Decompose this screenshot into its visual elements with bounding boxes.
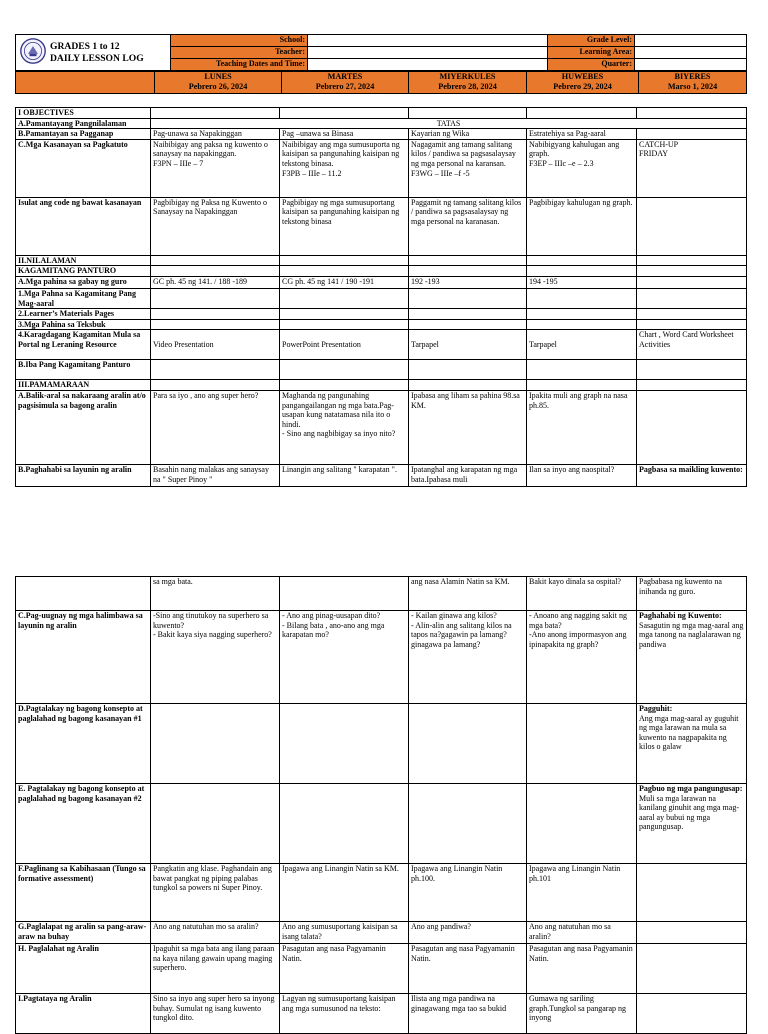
paglalapat-cell: Ano ang pandiwa? (409, 922, 527, 944)
pagganap-cell: Kayarian ng Wika (409, 129, 527, 140)
empty-cell (637, 380, 747, 391)
empty-cell (527, 380, 637, 391)
pagguhit-text: Ang mga mag-aaral ay guguhit ng mga larawan na mula sa kuwento na nagpapakita ng kilos o galaw (639, 713, 739, 752)
day-miyerkules (409, 72, 527, 94)
row-label-paglalahat: H. Paglalahat ng Aralin (16, 944, 151, 994)
day-date: Pebrero 27, 2024 (315, 82, 375, 91)
quarter-value (635, 59, 747, 71)
pagtataya-cell (637, 994, 747, 1034)
row-label-mag-aaral: 1.Mga Pahna sa Kagamitang Pang Mag-aaral (16, 288, 151, 308)
code-cell: Paggamit ng tamang salitang kilos / pandiwa sa pagsasalaysay ng mga personal na karanasan. (409, 197, 527, 255)
row-label-pagtalakay-1: D.Pagtalakay ng bagong konsepto at paglalahad ng bagong kasanayan #1 (16, 704, 151, 784)
day-date: Pebrero 28, 2024 (438, 82, 497, 91)
row-label-paglalapat: G.Paglalapat ng aralin sa pang-araw-araw na buhay (16, 922, 151, 944)
continued-cell: Pagbabasa ng kuwento na inihanda ng guro. (637, 577, 747, 611)
row-label-learners: 2.Learner’s Materials Pages (16, 309, 151, 320)
day-martes (282, 72, 409, 94)
pag-uugnay-cell: -Sino ang tinutukoy na superhero sa kuwento? - Bakit kaya siya nagging superhero? (151, 611, 280, 704)
empty-cell (527, 784, 637, 864)
empty-cell (409, 108, 527, 119)
quarter-label: Quarter: (548, 59, 635, 71)
empty-cell (151, 704, 280, 784)
paghahabi-cell: Basahin nang malakas ang sanaysay na " Super Pinoy " (151, 464, 280, 486)
teaching-dates-label: Teaching Dates and Time: (171, 59, 308, 71)
row-label-pag-uugnay: C.Pag-uugnay ng mga halimbawa sa layunin ng aralin (16, 611, 151, 704)
code-cell (637, 197, 747, 255)
row-label-balik-aral: A.Balik-aral sa nakaraang aralin at/o pagsisimula sa bagong aralin (16, 390, 151, 464)
kasanayan-cell: Nabibigyang kahulugan ang graph. F3EP – IIIc –e – 2.3 (527, 139, 637, 197)
empty-cell (409, 380, 527, 391)
row-label-kasanayan: C.Mga Kasanayan sa Pagkatuto (16, 139, 151, 197)
learning-area-value (635, 47, 747, 59)
header-block (15, 34, 746, 94)
empty-cell (16, 577, 151, 611)
pag-uugnay-cell: - Anoano ang nagging sakit ng mga bata? -Ano anong impormasyon ang ipinapakita ng graph? (527, 611, 637, 704)
paglalahat-cell: Pasagutan ang nasa Pagyamanin Natin. (409, 944, 527, 994)
empty-cell (409, 319, 527, 330)
pagtataya-cell: Gumawa ng sariling graph.Tungkol sa pangarap ng inyong (527, 994, 637, 1034)
empty-cell (151, 360, 280, 380)
empty-cell (280, 704, 409, 784)
row-label-iba-pang: B.Iba Pang Kagamitang Panturo (16, 360, 151, 380)
empty-cell (527, 288, 637, 308)
day-name: MARTES (327, 72, 363, 81)
paglalahat-cell: Ipaguhit sa mga bata ang ilang paraan na kaya nilang gawain upang maging superhero. (151, 944, 280, 994)
code-cell: Pagbibigay kahulugan ng graph. (527, 197, 637, 255)
paglalapat-cell: Ano ang sumusuportang kaisipan sa isang talata? (280, 922, 409, 944)
empty-cell (151, 380, 280, 391)
gabay-cell: GC ph. 45 ng 141. / 188 -189 (151, 276, 280, 288)
learning-area-label: Learning Area: (548, 47, 635, 59)
paglalapat-cell (637, 922, 747, 944)
empty-cell (280, 360, 409, 380)
row-label-karagdagang: 4.Karagdagang Kagamitan Mula sa Portal ng Leraning Resource (16, 330, 151, 360)
empty-cell (409, 784, 527, 864)
days-corner (16, 72, 155, 94)
karagdagang-cell: Video Presentation (151, 330, 280, 360)
day-lunes (155, 72, 282, 94)
dll-title-cell (16, 35, 171, 71)
kagamitang-heading: KAGAMITANG PANTURO (16, 266, 151, 277)
school-label: School: (171, 35, 308, 47)
empty-cell (409, 266, 527, 277)
teacher-label: Teacher: (171, 47, 308, 59)
paglalahat-cell: Pasagutan ang nasa Pagyamanin Natin. (280, 944, 409, 994)
empty-cell (151, 319, 280, 330)
school-value (308, 35, 548, 47)
karagdagang-cell: PowerPoint Presentation (280, 330, 409, 360)
gabay-cell: 194 -195 (527, 276, 637, 288)
empty-cell (527, 108, 637, 119)
pagganap-cell: Pag –unawa sa Binasa (280, 129, 409, 140)
empty-cell (637, 108, 747, 119)
empty-cell (280, 380, 409, 391)
empty-cell (280, 255, 409, 266)
pagganap-cell: Pag-unawa sa Napakinggan (151, 129, 280, 140)
pagtalakay-1-cell (637, 704, 747, 784)
kasanayan-cell: Naibibigay ang paksa ng kuwento o sanaysay na napakinggan. F3PN – IIIe – 7 (151, 139, 280, 197)
paghahabi-cell: Linangin ang salitang " karapatan ". (280, 464, 409, 486)
lesson-table-1 (15, 107, 747, 487)
pagguhit-heading: Pagguhit: (639, 704, 673, 713)
day-date: Marso 1, 2024 (667, 82, 718, 91)
continued-cell: ang nasa Alamin Natin sa KM. (409, 577, 527, 611)
empty-cell (151, 266, 280, 277)
pagganap-cell (637, 129, 747, 140)
dll-title-line1: GRADES 1 to 12 (50, 41, 120, 52)
paglinang-cell: Ipagawa ang Linangin Natin ph.100. (409, 864, 527, 922)
empty-cell (637, 255, 747, 266)
pag-uugnay-bold-cell (637, 611, 747, 704)
pagganap-cell: Estratehiya sa Pag-aaral (527, 129, 637, 140)
empty-cell (409, 288, 527, 308)
grade-level-label: Grade Level: (548, 35, 635, 47)
pagbuo-heading: Pagbuo ng mga pangungusap: (639, 784, 743, 793)
empty-cell (527, 309, 637, 320)
row-label-pagganap: B.Pamantayan sa Pagganap (16, 129, 151, 140)
balik-aral-cell: Para sa iyo , ano ang super hero? (151, 390, 280, 464)
balik-aral-cell (637, 390, 747, 464)
gabay-cell (637, 276, 747, 288)
kasanayan-cell: Nagagamit ang tamang salitang kilos / pandiwa sa pagsasalaysay ng mga personal na karansan. F3WG – IIIe –f -5 (409, 139, 527, 197)
day-name: HUWEBES (561, 72, 604, 81)
pag-uugnay-cell: - Kailan ginawa ang kilos? - Alin-alin ang salitang kilos na tapos na?gagawin pa lamang?ginagawa pa lamang? (409, 611, 527, 704)
empty-cell (527, 704, 637, 784)
lesson-table-2 (15, 576, 747, 1034)
paghahabi-cell: Ipatanghal ang karapatan ng mga bata.Ipabasa muli (409, 464, 527, 486)
empty-cell (151, 108, 280, 119)
code-cell: Pagbibigay ng Paksa ng Kuwento o Sanaysay na Napakinggan (151, 197, 280, 255)
balik-aral-cell: Ipabasa ang liham sa pahina 98.sa KM. (409, 390, 527, 464)
balik-aral-cell: Maghanda ng pangunahing pangangailangan ng mga bata.Pag-usapan kung natatamasa nila ito o hindi. - Sino ang nagbibigay sa inyo nito? (280, 390, 409, 464)
lesson-table-page2 (15, 576, 746, 1034)
empty-cell (527, 319, 637, 330)
day-date: Pebrero 26, 2024 (188, 82, 248, 91)
row-label-teksbuk: 3.Mga Pahina sa Teksbuk (16, 319, 151, 330)
paglalahat-cell (637, 944, 747, 994)
pagtalakay-2-cell (637, 784, 747, 864)
grade-level-value (635, 35, 747, 47)
row-label-code: Isulat ang code ng bawat kasanayan (16, 197, 151, 255)
empty-cell (280, 108, 409, 119)
pamamaraan-heading: III.PAMAMARAAN (16, 380, 151, 391)
karagdagang-cell: Chart , Word Card Worksheet Activities (637, 330, 747, 360)
day-name: MIYERKULES (439, 72, 496, 81)
paglalahat-cell: Pasagutan ang nasa Pagyamanin Natin. (527, 944, 637, 994)
paghahabi-bold-cell: Pagbasa sa maikling kuwento: (637, 464, 747, 486)
kasanayan-cell: CATCH-UP FRIDAY (637, 139, 747, 197)
empty-cell (151, 309, 280, 320)
continued-cell: Bakit kayo dinala sa ospital? (527, 577, 637, 611)
empty-cell (527, 266, 637, 277)
day-name: LUNES (204, 72, 232, 81)
empty-cell (409, 255, 527, 266)
empty-cell (409, 704, 527, 784)
empty-cell (637, 266, 747, 277)
day-name: BIYERES (674, 72, 711, 81)
tatas-cell: TATAS (151, 118, 747, 129)
pag-uugnay-cell: - Ano ang pinag-uusapan dito? - Bilang bata , ano-ano ang mga karapatan mo? (280, 611, 409, 704)
kasanayan-cell: Naibibigay ang mga sumusuporta ng kaisipan sa pangunahing kaisipan ng tekstong binasa. F3PB – IIIe – 11.2 (280, 139, 409, 197)
header-table (15, 34, 747, 71)
paghahabi-cell: Ilan sa inyo ang naospital? (527, 464, 637, 486)
empty-cell (151, 288, 280, 308)
pagbuo-text: Muli sa mga larawan na kanilang ginuhit ang mga mag-aaral ay bubui ng mga pangungusap. (639, 793, 739, 832)
empty-cell (637, 319, 747, 330)
paghahabi-kuwento-heading: Paghahabi ng Kuwento: (639, 611, 722, 620)
paglalapat-cell: Ano ang natutuhan mo sa aralin? (151, 922, 280, 944)
empty-cell (280, 309, 409, 320)
balik-aral-cell: Ipakita muli ang graph na nasa ph.85. (527, 390, 637, 464)
pagtataya-cell: Sino sa inyo ang super hero sa inyong buhay. Sumulat ng isang kuwento tungkol dito. (151, 994, 280, 1034)
continued-cell (280, 577, 409, 611)
empty-cell (527, 255, 637, 266)
day-biyeres (639, 72, 747, 94)
pagtataya-cell: Lagyan ng sumusuportang kaisipan ang mga sumusunod na teksto: (280, 994, 409, 1034)
paglinang-cell (637, 864, 747, 922)
day-huwebes (527, 72, 639, 94)
nilalaman-heading: II.NILALAMAN (16, 255, 151, 266)
row-label-gabay: A.Mga pahina sa gabay ng guro (16, 276, 151, 288)
empty-cell (409, 309, 527, 320)
karagdagang-cell: Tarpapel (409, 330, 527, 360)
day-date: Pebrero 29, 2024 (553, 82, 612, 91)
objectives-heading: I OBJECTIVES (16, 108, 151, 119)
empty-cell (280, 319, 409, 330)
pagtataya-cell: Ilista ang mga pandiwa na ginagawang mga tao sa bukid (409, 994, 527, 1034)
row-label-pagtalakay-2: E. Pagtalakay ng bagong konsepto at paglalahad ng bagong kasanayan #2 (16, 784, 151, 864)
empty-cell (409, 360, 527, 380)
days-header-table (15, 71, 747, 94)
teacher-value (308, 47, 548, 59)
empty-cell (637, 309, 747, 320)
karagdagang-cell: Tarpapel (527, 330, 637, 360)
gabay-cell: CG ph. 45 ng 141 / 190 -191 (280, 276, 409, 288)
teaching-dates-value (308, 59, 548, 71)
deped-seal-icon (20, 38, 46, 64)
empty-cell (637, 360, 747, 380)
empty-cell (280, 784, 409, 864)
empty-cell (280, 288, 409, 308)
code-cell: Pagbibigay ng mga sumusuportang kaisipan sa pangunahing kaisipan ng tekstong binasa (280, 197, 409, 255)
paghahabi-kuwento-text: Sasagutin ng mga mag-aaral ang mga tanong na naglalarawan ng pandiwa (639, 620, 744, 649)
row-label-paghahabi: B.Paghahabi sa layunin ng aralin (16, 464, 151, 486)
continued-cell: sa mga bata. (151, 577, 280, 611)
empty-cell (151, 784, 280, 864)
dll-title-line2: DAILY LESSON LOG (50, 53, 144, 64)
paglinang-cell: Ipagawa ang Linangin Natin ph.101 (527, 864, 637, 922)
row-label-pangnilalaman: A.Pamantayang Pangnilalaman (16, 118, 151, 129)
empty-cell (280, 266, 409, 277)
row-label-pagtataya: I.Pagtataya ng Aralin (16, 994, 151, 1034)
paglinang-cell: Pangkatin ang klase. Paghandain ang bawat pangkat ng piping palabas tungkol sa powers ni Super Pinoy. (151, 864, 280, 922)
empty-cell (527, 360, 637, 380)
paglinang-cell: Ipagawa ang Linangin Natin sa KM. (280, 864, 409, 922)
empty-cell (637, 288, 747, 308)
lesson-table-page1 (15, 107, 746, 487)
row-label-paglinang: F.Paglinang sa Kabihasaan (Tungo sa formative assessment) (16, 864, 151, 922)
gabay-cell: 192 -193 (409, 276, 527, 288)
empty-cell (151, 255, 280, 266)
paglalapat-cell: Ano ang natutuhan mo sa aralin? (527, 922, 637, 944)
